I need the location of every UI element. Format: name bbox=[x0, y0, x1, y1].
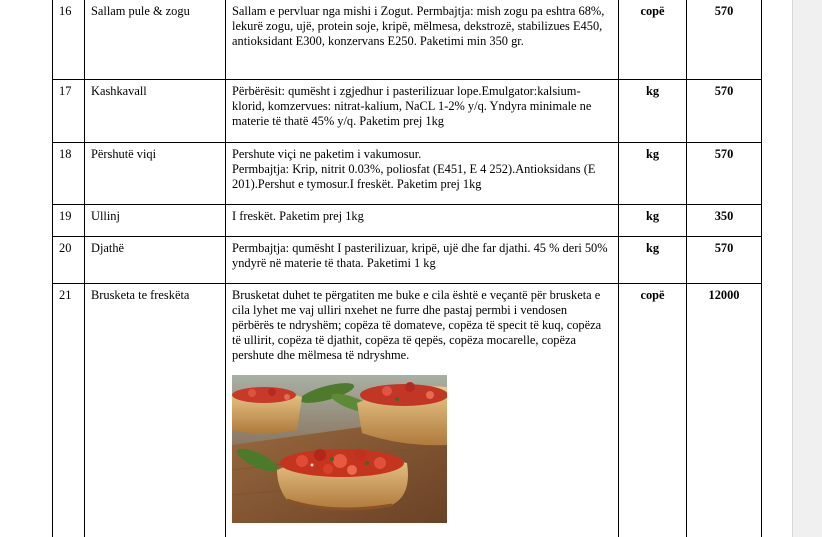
product-name: Sallam pule & zogu bbox=[85, 0, 226, 80]
product-name: Ullinj bbox=[85, 205, 226, 237]
table-row bbox=[53, 143, 762, 205]
table-row bbox=[53, 284, 762, 537]
table-row bbox=[53, 205, 762, 237]
price-cell: 350 bbox=[687, 205, 762, 237]
price-cell: 12000 bbox=[687, 284, 762, 537]
description-line: Përbërësit: qumësht i zgjedhur i pasterilizuar lope.Emulgator:kalsium-klorid, komzervues: nitrat-kalium, NaCL 1-2% y/q. Yndyra minimale ne materie të thatë 45% y/q. Paketim prej 1kg bbox=[232, 84, 592, 128]
product-table bbox=[52, 0, 762, 537]
row-number: 16 bbox=[53, 0, 85, 80]
bruschetta-photo bbox=[232, 375, 447, 523]
description-line: Permbajtja: qumësht I pasterilizuar, kripë, ujë dhe far djathi. 45 % deri 50% yndyrë në materie të thata. Paketimi 1 kg bbox=[232, 241, 608, 270]
unit-cell: kg bbox=[619, 80, 687, 143]
product-description bbox=[226, 284, 619, 537]
product-description bbox=[226, 205, 619, 237]
unit-cell: kg bbox=[619, 237, 687, 284]
product-description bbox=[226, 237, 619, 284]
row-number: 20 bbox=[53, 237, 85, 284]
price-cell: 570 bbox=[687, 0, 762, 80]
table-row bbox=[53, 237, 762, 284]
table-row bbox=[53, 0, 762, 80]
row-number: 18 bbox=[53, 143, 85, 205]
row-number: 19 bbox=[53, 205, 85, 237]
product-description bbox=[226, 80, 619, 143]
table-row bbox=[53, 80, 762, 143]
unit-cell: kg bbox=[619, 205, 687, 237]
price-cell: 570 bbox=[687, 143, 762, 205]
unit-cell: copë bbox=[619, 0, 687, 80]
description-line: Permbajtja: Krip, nitrit 0.03%, poliosfat (E451, E 4 252).Antioksidans (E 201).Pershut e tymosur.I freskët. Paketim prej 1kg bbox=[232, 162, 596, 191]
product-name: Brusketa te freskëta bbox=[85, 284, 226, 537]
row-number: 21 bbox=[53, 284, 85, 537]
unit-cell: copë bbox=[619, 284, 687, 537]
row-number: 17 bbox=[53, 80, 85, 143]
product-name: Përshutë viqi bbox=[85, 143, 226, 205]
description-line: Pershute viçi ne paketim i vakumosur. bbox=[232, 147, 422, 161]
price-cell: 570 bbox=[687, 80, 762, 143]
description-line: Sallam e pervluar nga mishi i Zogut. Permbajtja: mish zogu pa eshtra 68%, lekurë zogu, ujë, protein soje, kripë, mëlmesa, dekstrozë, stabilizues E450, antioksidant E300, konzervans E250. Paketimi min 350 gr. bbox=[232, 4, 605, 48]
description-line: I freskët. Paketim prej 1kg bbox=[232, 209, 364, 223]
product-name: Djathë bbox=[85, 237, 226, 284]
unit-cell: kg bbox=[619, 143, 687, 205]
product-description bbox=[226, 0, 619, 80]
price-cell: 570 bbox=[687, 237, 762, 284]
product-name: Kashkavall bbox=[85, 80, 226, 143]
description-line: Brusketat duhet te përgatiten me buke e cila është e veçantë për brusketa e cila lyhet me vaj ulliri nxehet ne furre dhe pastaj permbi i vendosen përbërës te ndryshëm; copëza të domateve, copëza të specit të kuq, copëza të ullirit, copëza të djathit, copëza të qepës, copëza mocarelle, copëza pershute dhe mëlmesa të ndryshme. bbox=[232, 288, 602, 362]
product-description bbox=[226, 143, 619, 205]
page-gutter bbox=[792, 0, 822, 537]
